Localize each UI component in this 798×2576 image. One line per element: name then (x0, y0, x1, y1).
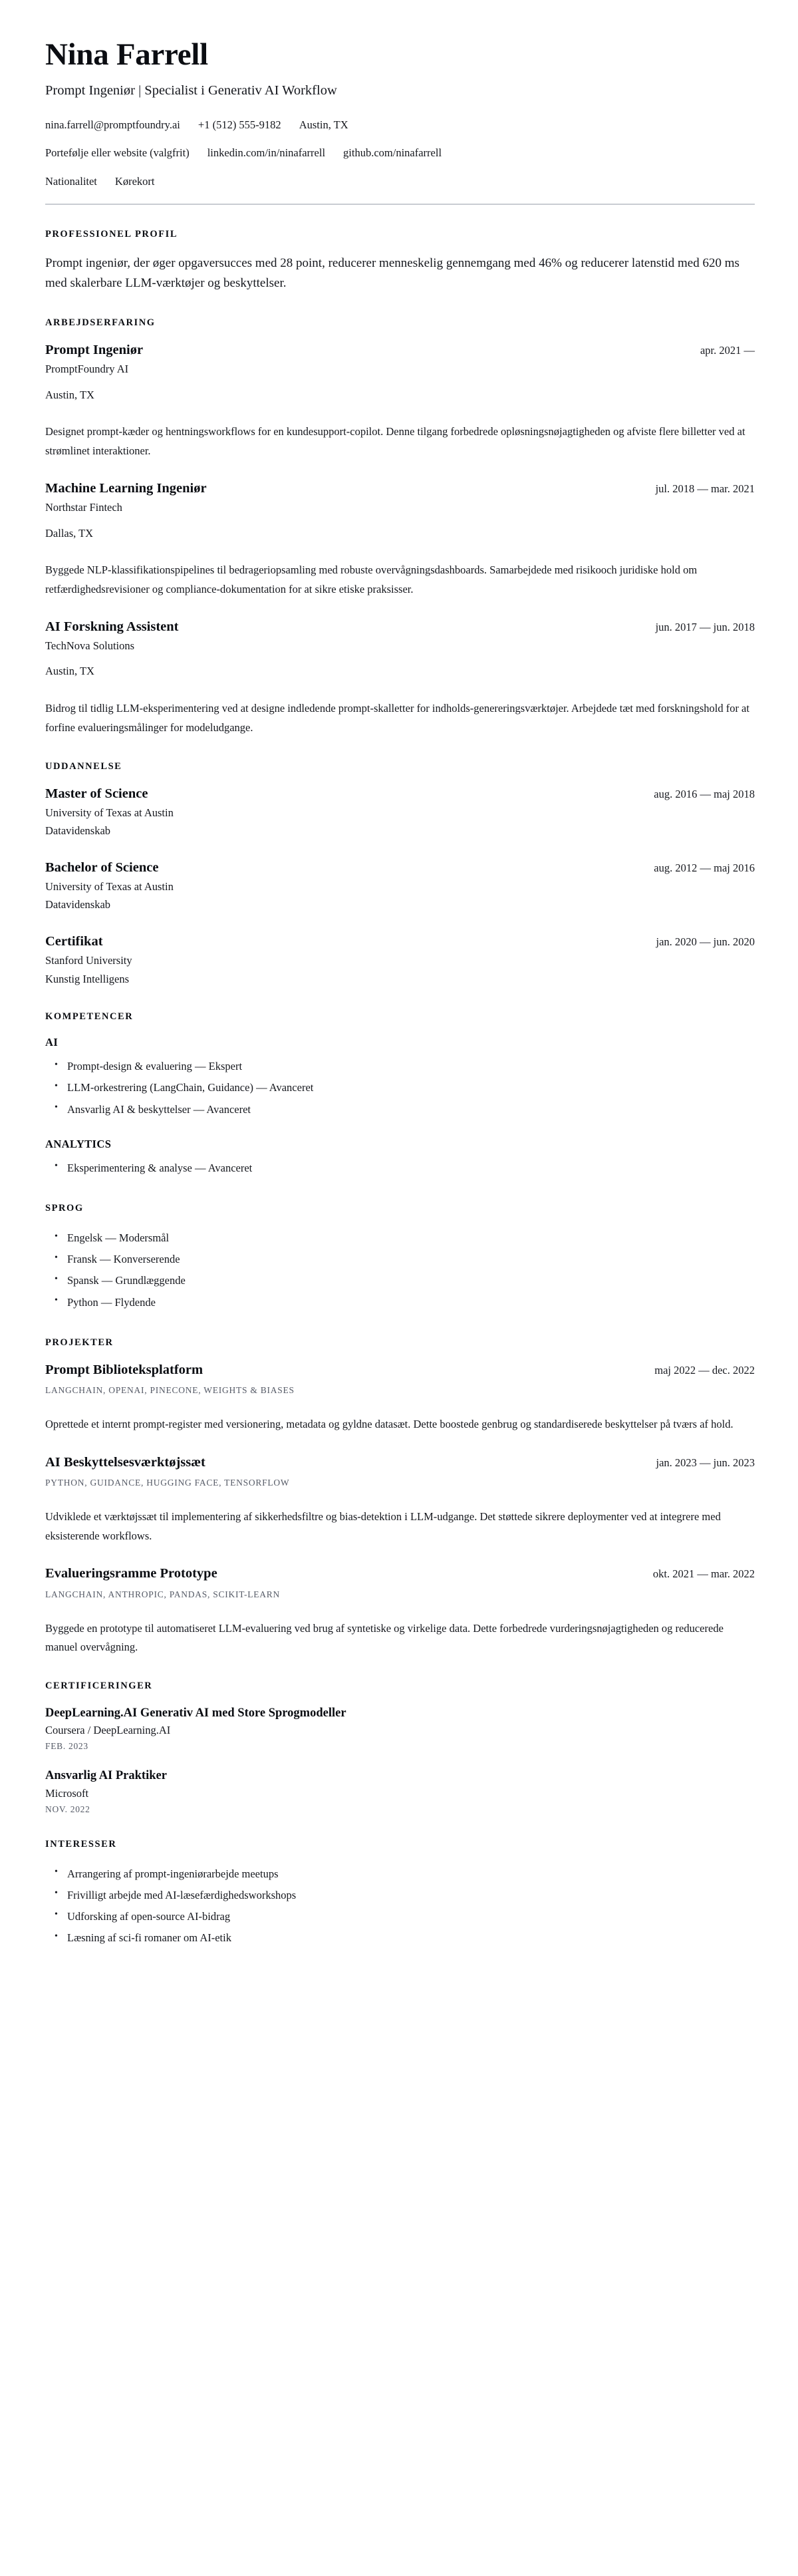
education-entry (45, 786, 755, 840)
experience-description: Designet prompt-kæder og hentningsworkflows for en kundesupport-copilot. Denne tilgang forbedrede opløsningsnøjagtigheden og afviste flere billetter ved at strømlinet interaktioner. (45, 425, 745, 457)
list-item: • Frivilligt arbejde med AI-læsefærdighedsworkshops (67, 1885, 755, 1906)
contact-location: Austin, TX (299, 118, 348, 131)
experience-entry-header (45, 480, 755, 498)
experience-job-title: Prompt Ingeniør (45, 343, 144, 358)
education-entry-header (45, 860, 755, 877)
certification-date: FEB. 2023 (45, 1741, 88, 1752)
project-tech-stack: LANGCHAIN, ANTHROPIC, PANDAS, SCIKIT-LEARN (45, 1589, 281, 1599)
education-degree: Certifikat (45, 934, 103, 949)
education-date-range: jan. 2020 — jun. 2020 (656, 935, 755, 949)
section-title-certifications: CERTIFICERINGER (45, 1681, 153, 1692)
project-description: Udviklede et værktøjssæt til implementering af sikkerhedsfiltre og bias-detektion i LLM-udgange. Det støttede sikrere deploymenter ved at integrere med eksisterende workflows. (45, 1510, 721, 1542)
education-date-range: aug. 2012 — maj 2016 (654, 862, 755, 875)
certification-entry (45, 1705, 755, 1752)
section-skills (45, 1011, 755, 1179)
experience-entry (45, 619, 755, 737)
certification-issuer: Coursera / DeepLearning.AI (45, 1724, 171, 1737)
list-item: • Spansk — Grundlæggende (67, 1270, 755, 1291)
section-title-projects: PROJEKTER (45, 1337, 114, 1348)
education-entry (45, 933, 755, 987)
section-title-skills: KOMPETENCER (45, 1011, 134, 1023)
experience-date-range: jul. 2018 — mar. 2021 (655, 482, 755, 496)
header-divider (45, 204, 755, 205)
contact-row-primary (45, 117, 755, 133)
education-institution: University of Texas at Austin (45, 806, 174, 819)
list-item: • LLM-orkestrering (LangChain, Guidance) — Avanceret (67, 1077, 755, 1098)
skill-group-name: AI (45, 1036, 59, 1049)
contact-row-links (45, 145, 755, 161)
section-languages (45, 1203, 755, 1313)
list-item: • Arrangering af prompt-ingeniørarbejde meetups (67, 1863, 755, 1885)
section-title-interests: INTERESSER (45, 1838, 117, 1850)
experience-date-range: jun. 2017 — jun. 2018 (655, 621, 755, 634)
project-tech-stack: LANGCHAIN, OPENAI, PINECONE, WEIGHTS & BIASES (45, 1385, 295, 1396)
contact-email[interactable]: nina.farrell@promptfoundry.ai (45, 118, 180, 131)
list-item: • Eksperimentering & analyse — Avanceret (67, 1158, 755, 1179)
section-projects (45, 1337, 755, 1657)
experience-company: PromptFoundry AI (45, 362, 129, 375)
contact-portfolio[interactable]: Portefølje eller website (valgfrit) (45, 146, 190, 160)
project-title: Prompt Biblioteksplatform (45, 1362, 203, 1377)
experience-date-range: apr. 2021 — (700, 344, 755, 357)
contact-nationality: Nationalitet (45, 175, 97, 188)
candidate-headline: Prompt Ingeniør | Specialist i Generativ AI Workflow (45, 82, 337, 98)
experience-entry-header (45, 619, 755, 636)
experience-description: Bidrog til tidlig LLM-eksperimentering ved at designe indledende prompt-skalletter for indholds-genereringsværktøjer. Arbejdede tæt med forskningshold for at forfine evalueringsmålinger for modeludgange. (45, 702, 749, 734)
certification-entry (45, 1768, 755, 1814)
candidate-name: Nina Farrell (45, 37, 208, 72)
resume-header (45, 39, 755, 205)
profile-summary-text: Prompt ingeniør, der øger opgaversucces med 28 point, reducerer menneskelig gennemgang med 46% og reducerer latenstid med 620 ms med skalerbare LLM-værktøjer og beskyttelser. (45, 256, 739, 291)
project-entry-header (45, 1565, 755, 1583)
contact-github[interactable]: github.com/ninafarrell (343, 146, 442, 160)
contact-drivers-license: Kørekort (114, 175, 155, 188)
experience-entry-header (45, 342, 755, 359)
education-entry-header (45, 933, 755, 951)
project-title: Evalueringsramme Prototype (45, 1566, 217, 1581)
contact-linkedin[interactable]: linkedin.com/in/ninafarrell (207, 146, 326, 160)
education-field: Datavidenskab (45, 898, 111, 911)
experience-job-title: AI Forskning Assistent (45, 619, 179, 635)
list-item: • Læsning af sci-fi romaner om AI-etik (67, 1927, 755, 1949)
experience-location: Austin, TX (45, 388, 94, 401)
experience-description: Byggede NLP-klassifikationspipelines til bedrageriopsamling med robuste overvågningsdashboards. Samarbejdede med risikooch juridiske hold om retfærdighedsrevisioner og compliance-dokumentation for at sikre etiske praksisser. (45, 564, 698, 595)
section-title-experience: ARBEJDSERFARING (45, 317, 156, 329)
certification-name: Ansvarlig AI Praktiker (45, 1769, 167, 1783)
project-entry (45, 1454, 755, 1545)
education-institution: Stanford University (45, 953, 132, 967)
section-interests (45, 1839, 755, 1949)
education-field: Kunstig Intelligens (45, 972, 130, 985)
education-date-range: aug. 2016 — maj 2018 (654, 787, 755, 800)
skill-group (45, 1036, 755, 1120)
contact-row-extra (45, 174, 755, 190)
education-entry-header (45, 786, 755, 803)
project-description: Oprettede et internt prompt-register med versionering, metadata og gyldne datasæt. Dette boostede genbrug og standardiserede beskyttelser på tværs af hold. (45, 1418, 733, 1431)
skill-group-name: ANALYTICS (45, 1137, 112, 1150)
project-description: Byggede en prototype til automatiseret LLM-evaluering ved brug af syntetiske og virkelige data. Dette forbedrede vurderingsnøjagtigheden og reducerede manuel overvågning. (45, 1621, 724, 1654)
education-institution: University of Texas at Austin (45, 880, 174, 893)
project-date-range: okt. 2021 — mar. 2022 (652, 1567, 755, 1581)
section-profile (45, 229, 755, 293)
education-degree: Bachelor of Science (45, 860, 159, 876)
contact-phone[interactable]: +1 (512) 555-9182 (198, 118, 281, 131)
education-degree: Master of Science (45, 786, 148, 801)
list-item: • Fransk — Konverserende (67, 1249, 755, 1270)
section-title-profile: PROFESSIONEL PROFIL (45, 229, 178, 240)
certification-name: DeepLearning.AI Generativ AI med Store Sprogmodeller (45, 1706, 346, 1720)
project-entry (45, 1565, 755, 1657)
experience-job-title: Machine Learning Ingeniør (45, 481, 207, 496)
language-list (45, 1227, 755, 1313)
section-experience (45, 317, 755, 737)
experience-location: Dallas, TX (45, 526, 94, 540)
list-item: • Udforsking af open-source AI-bidrag (67, 1906, 755, 1927)
certification-date: NOV. 2022 (45, 1804, 90, 1814)
project-entry-header (45, 1362, 755, 1379)
section-education (45, 761, 755, 987)
section-certifications (45, 1681, 755, 1814)
skill-list (45, 1158, 755, 1179)
project-entry-header (45, 1454, 755, 1472)
skill-list (45, 1056, 755, 1120)
skill-group (45, 1138, 755, 1179)
experience-entry (45, 342, 755, 460)
experience-location: Austin, TX (45, 665, 94, 678)
project-date-range: maj 2022 — dec. 2022 (654, 1363, 755, 1376)
list-item: • Ansvarlig AI & beskyttelser — Avanceret (67, 1099, 755, 1120)
project-date-range: jan. 2023 — jun. 2023 (656, 1456, 755, 1469)
list-item: • Prompt-design & evaluering — Ekspert (67, 1056, 755, 1077)
list-item: • Engelsk — Modersmål (67, 1227, 755, 1249)
experience-company: Northstar Fintech (45, 500, 122, 514)
project-entry (45, 1362, 755, 1434)
education-entry (45, 860, 755, 913)
project-title: AI Beskyttelsesværktøjssæt (45, 1454, 205, 1470)
education-field: Datavidenskab (45, 824, 111, 838)
certification-issuer: Microsoft (45, 1786, 89, 1800)
interest-list (45, 1863, 755, 1949)
project-tech-stack: PYTHON, GUIDANCE, HUGGING FACE, TENSORFLOW (45, 1478, 290, 1488)
experience-entry (45, 480, 755, 599)
list-item: • Python — Flydende (67, 1292, 755, 1313)
section-title-education: UDDANNELSE (45, 760, 122, 772)
experience-company: TechNova Solutions (45, 639, 135, 652)
section-title-languages: SPROG (45, 1203, 84, 1213)
